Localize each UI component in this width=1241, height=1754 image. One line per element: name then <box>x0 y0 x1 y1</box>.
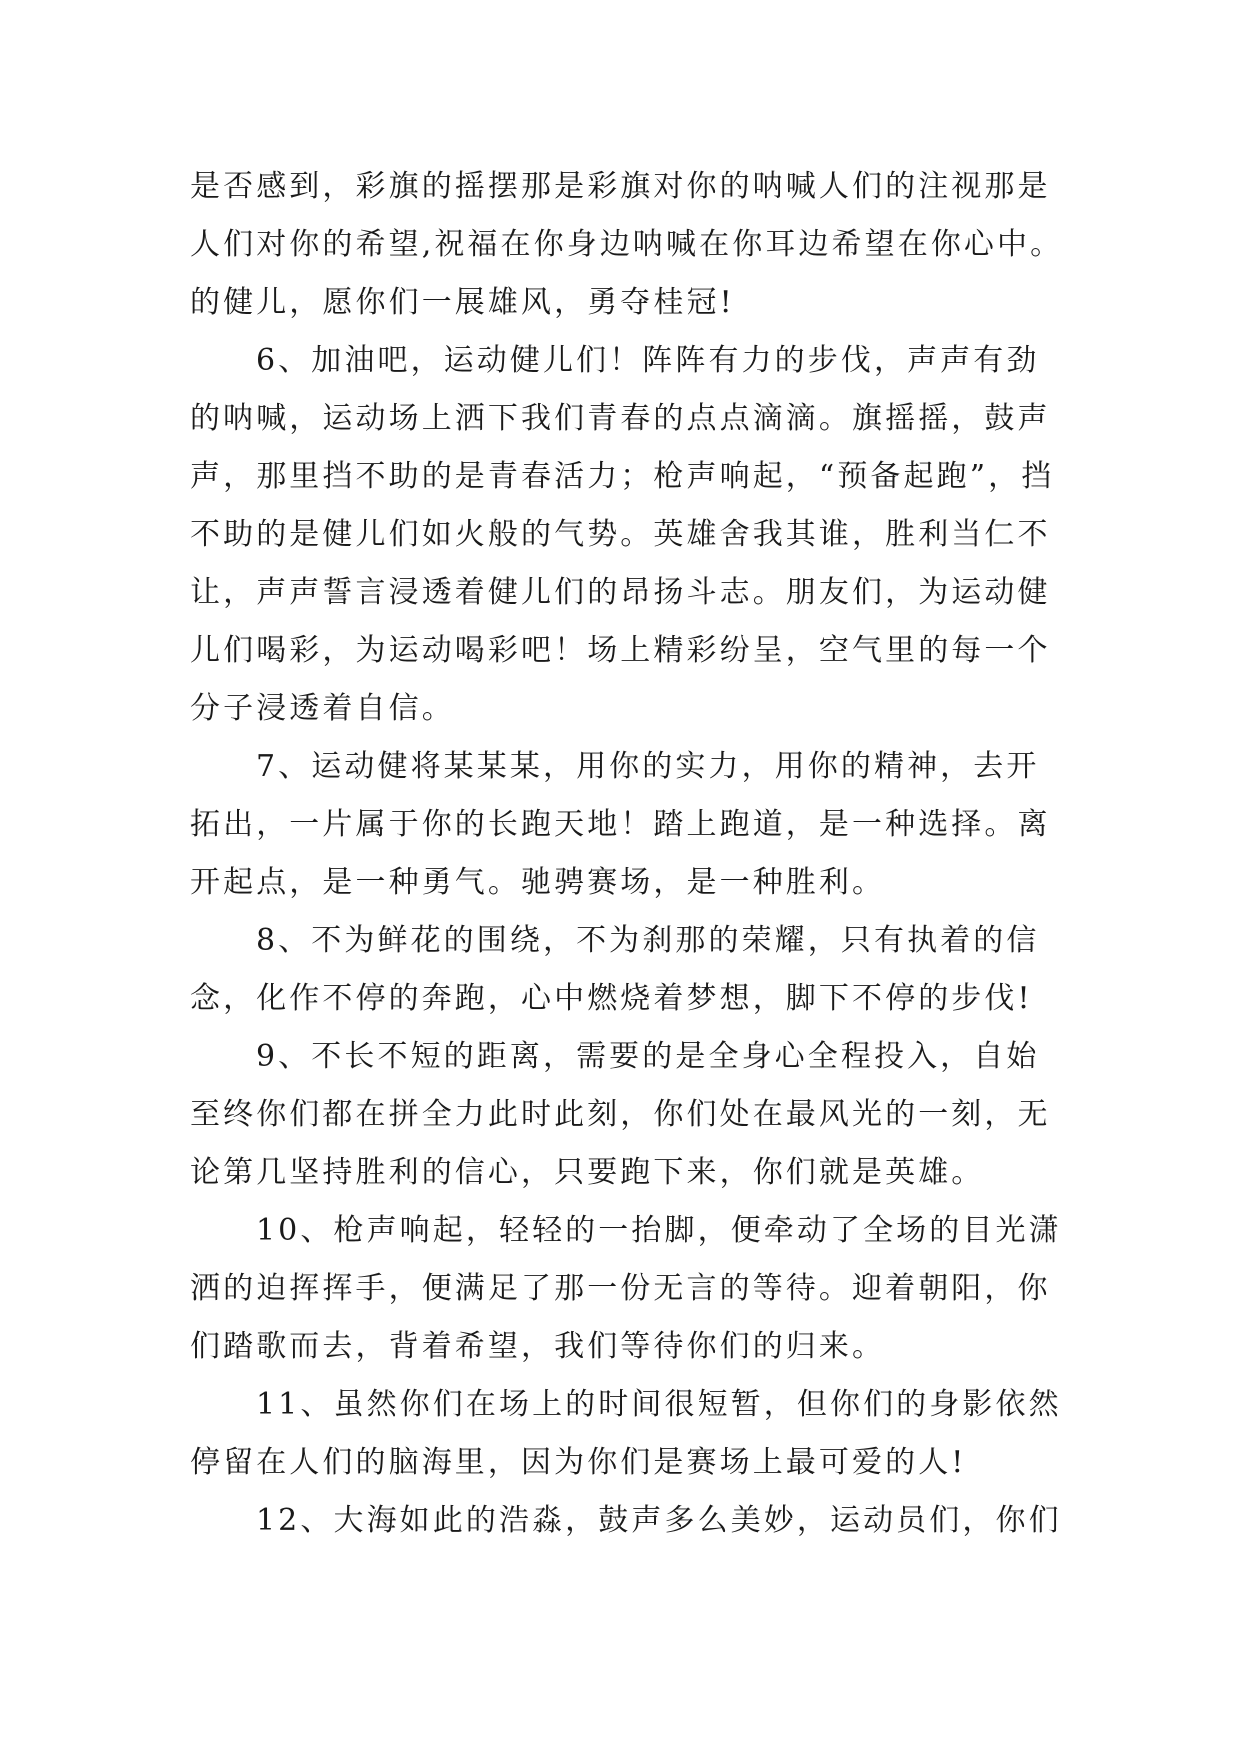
text-line: 是否感到，彩旗的摇摆那是彩旗对你的呐喊人们的注视那是 <box>190 169 1051 204</box>
text-line: 让，声声誓言浸透着健儿们的昂扬斗志。朋友们，为运动健 <box>190 575 1051 610</box>
text-line: 分子浸透着自信。 <box>190 691 455 726</box>
text-line: 不助的是健儿们如火般的气势。英雄舍我其谁，胜利当仁不 <box>190 517 1051 552</box>
paragraph-start-10: 10、枪声响起，轻轻的一抬脚，便牵动了全场的目光潇 <box>256 1213 1062 1248</box>
text-line: 至终你们都在拼全力此时此刻，你们处在最风光的一刻，无 <box>190 1097 1051 1132</box>
text-line: 洒的迫挥挥手，便满足了那一份无言的等待。迎着朝阳，你 <box>190 1271 1051 1306</box>
text-line: 的呐喊，运动场上洒下我们青春的点点滴滴。旗摇摇，鼓声 <box>190 401 1051 436</box>
text-line: 停留在人们的脑海里，因为你们是赛场上最可爱的人! <box>190 1445 967 1480</box>
paragraph-start-6: 6、加油吧，运动健儿们！阵阵有力的步伐，声声有劲 <box>256 343 1040 378</box>
text-line: 们踏歌而去，背着希望，我们等待你们的归来。 <box>190 1329 886 1364</box>
text-line: 开起点，是一种勇气。驰骋赛场，是一种胜利。 <box>190 865 886 900</box>
text-line: 儿们喝彩，为运动喝彩吧！场上精彩纷呈，空气里的每一个 <box>190 633 1051 668</box>
text-line: 声，那里挡不助的是青春活力；枪声响起，“预备起跑”，挡 <box>190 459 1055 494</box>
text-line: 论第几坚持胜利的信心，只要跑下来，你们就是英雄。 <box>190 1155 985 1190</box>
text-line: 拓出，一片属于你的长跑天地！踏上跑道，是一种选择。离 <box>190 807 1051 842</box>
paragraph-start-11: 11、虽然你们在场上的时间很短暂，但你们的身影依然 <box>256 1387 1062 1422</box>
text-line: 的健儿，愿你们一展雄风，勇夺桂冠! <box>190 285 735 320</box>
paragraph-start-9: 9、不长不短的距离，需要的是全身心全程投入，自始 <box>256 1039 1040 1074</box>
paragraph-start-8: 8、不为鲜花的围绕，不为刹那的荣耀，只有执着的信 <box>256 923 1040 958</box>
paragraph-start-12: 12、大海如此的浩淼，鼓声多么美妙，运动员们，你们 <box>256 1503 1062 1538</box>
paragraph-start-7: 7、运动健将某某某，用你的实力，用你的精神，去开 <box>256 749 1040 784</box>
text-line: 念，化作不停的奔跑，心中燃烧着梦想，脚下不停的步伐! <box>190 981 1033 1016</box>
document-body <box>190 158 1070 1550</box>
text-line: 人们对你的希望,祝福在你身边呐喊在你耳边希望在你心中。 <box>190 227 1064 262</box>
